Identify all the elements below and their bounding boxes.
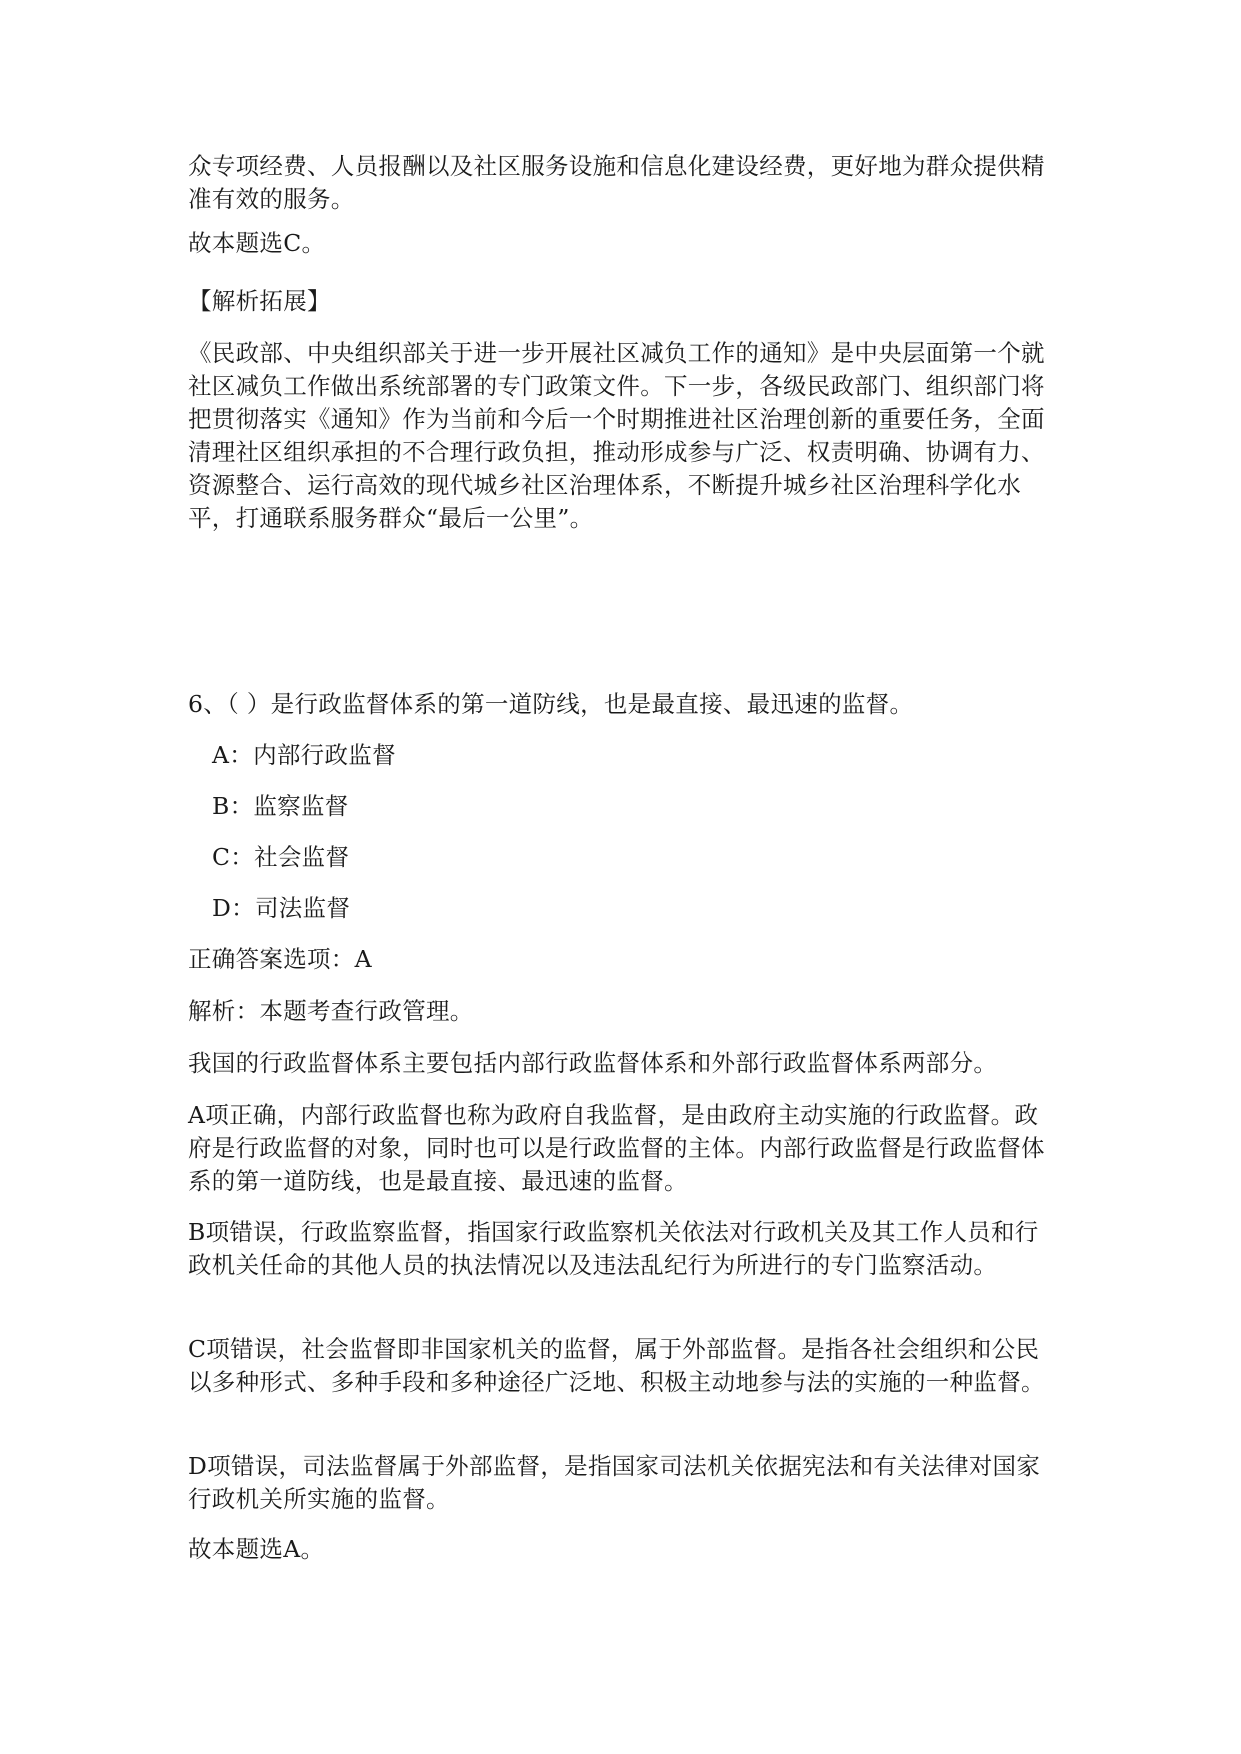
extension-text: 《民政部、中央组织部关于进一步开展社区减负工作的通知》是中央层面第一个就社区减负工作做出系统部署的专门政策文件。下一步，各级民政部门、组织部门将把贯彻落实《通知》作为当前和今后一个时期推进社区治理创新的重要任务，全面清理社区组织承担的不合理行政负担，推动形成参与广泛、权责明确、协调有力、资源整合、运行高效的现代城乡社区治理体系，不断提升城乡社区治理科学化水平，打通联系服务群众“最后一公里”。 bbox=[188, 339, 1045, 532]
analysis-paragraph: 我国的行政监督体系主要包括内部行政监督体系和外部行政监督体系两部分。 bbox=[188, 1049, 998, 1077]
question-stem: 6、（ ）是行政监督体系的第一道防线，也是最直接、最迅速的监督。 bbox=[188, 690, 914, 718]
option-d: D：司法监督 bbox=[212, 894, 351, 922]
analysis-intro: 解析：本题考查行政管理。 bbox=[188, 997, 474, 1025]
analysis-option-c: C项错误，社会监督即非国家机关的监督，属于外部监督。是指各社会组织和公民以多种形式、多种手段和多种途径广泛地、积极主动地参与法的实施的一种监督。 bbox=[188, 1335, 1045, 1396]
prev-paragraph: 众专项经费、人员报酬以及社区服务设施和信息化建设经费，更好地为群众提供精准有效的服务。 bbox=[188, 152, 1045, 213]
analysis-option-a: A项正确，内部行政监督也称为政府自我监督，是由政府主动实施的行政监督。政府是行政监督的对象，同时也可以是行政监督的主体。内部行政监督是行政监督体系的第一道防线，也是最直接、最迅速的监督。 bbox=[188, 1101, 1045, 1195]
analysis-option-d: D项错误，司法监督属于外部监督，是指国家司法机关依据宪法和有关法律对国家行政机关所实施的监督。 bbox=[188, 1452, 1041, 1513]
option-b: B：监察监督 bbox=[212, 792, 349, 820]
prev-conclusion: 故本题选C。 bbox=[188, 229, 326, 257]
option-c: C：社会监督 bbox=[212, 843, 350, 871]
analysis-option-b: B项错误，行政监察监督，指国家行政监察机关依法对行政机关及其工作人员和行政机关任命的其他人员的执法情况以及违法乱纪行为所进行的专门监察活动。 bbox=[188, 1218, 1039, 1279]
correct-answer: 正确答案选项：A bbox=[188, 945, 372, 973]
option-a: A：内部行政监督 bbox=[212, 741, 396, 769]
extension-heading: 【解析拓展】 bbox=[188, 287, 331, 315]
question-conclusion: 故本题选A。 bbox=[188, 1535, 325, 1563]
